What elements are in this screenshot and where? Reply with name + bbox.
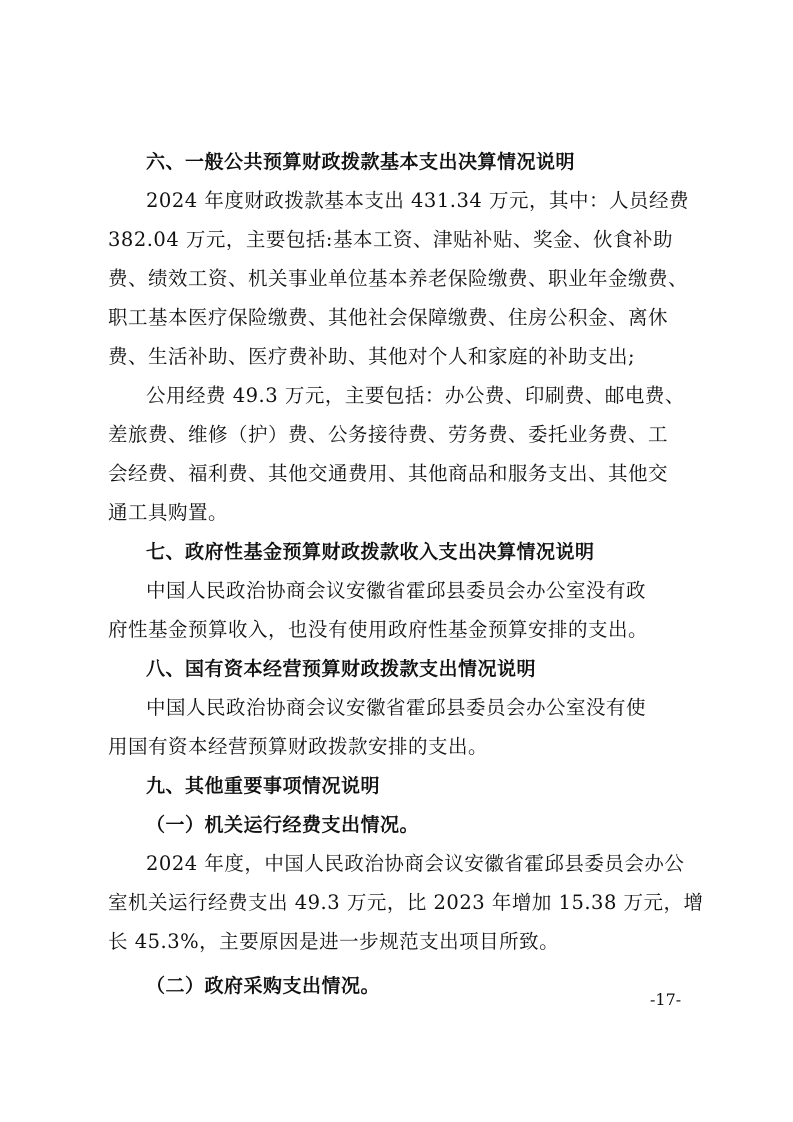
paragraph-line: 费、生活补助、医疗费补助、其他对个人和家庭的补助支出; [108,345,636,368]
paragraph-line: 通工具购置。 [108,501,229,524]
page-number: -17- [650,990,682,1009]
paragraph-line: 府性基金预算收入，也没有使用政府性基金预算安排的支出。 [108,618,649,641]
paragraph-line: 中国人民政治协商会议安徽省霍邱县委员会办公室没有政 [146,579,647,602]
subsection-heading-1: （一）机关运行经费支出情况。 [146,814,420,836]
paragraph-line: 2024 年度财政拨款基本支出 431.34 万元，其中：人员经费 [146,189,689,212]
section-heading-8: 八、国有资本经营预算财政拨款支出情况说明 [146,658,537,680]
subsection-heading-2: （二）政府采购支出情况。 [146,975,381,997]
paragraph-line: 382.04 万元，主要包括:基本工资、津贴补贴、奖金、伙食补助 [108,228,673,251]
paragraph-line: 2024 年度，中国人民政治协商会议安徽省霍邱县委员会办公 [146,852,685,875]
paragraph-line: 费、绩效工资、机关事业单位基本养老保险缴费、职业年金缴费、 [108,267,689,290]
section-heading-9: 九、其他重要事项情况说明 [146,775,381,797]
paragraph-line: 会经费、福利费、其他交通费用、其他商品和服务支出、其他交 [108,462,669,485]
paragraph-line: 职工基本医疗保险缴费、其他社会保障缴费、住房公积金、离休 [108,306,669,329]
paragraph-line: 用国有资本经营预算财政拨款安排的支出。 [108,735,489,758]
paragraph-line: 差旅费、维修（护）费、公务接待费、劳务费、委托业务费、工 [108,423,669,446]
section-heading-6: 六、一般公共预算财政拨款基本支出决算情况说明 [146,151,576,173]
paragraph-line: 公用经费 49.3 万元，主要包括：办公费、印刷费、邮电费、 [146,384,685,407]
paragraph-line: 中国人民政治协商会议安徽省霍邱县委员会办公室没有使 [146,696,647,719]
paragraph-line: 室机关运行经费支出 49.3 万元，比 2023 年增加 15.38 万元，增 [108,891,704,914]
section-heading-7: 七、政府性基金预算财政拨款收入支出决算情况说明 [146,541,595,563]
paragraph-line: 长 45.3%，主要原因是进一步规范支出项目所致。 [108,930,560,953]
